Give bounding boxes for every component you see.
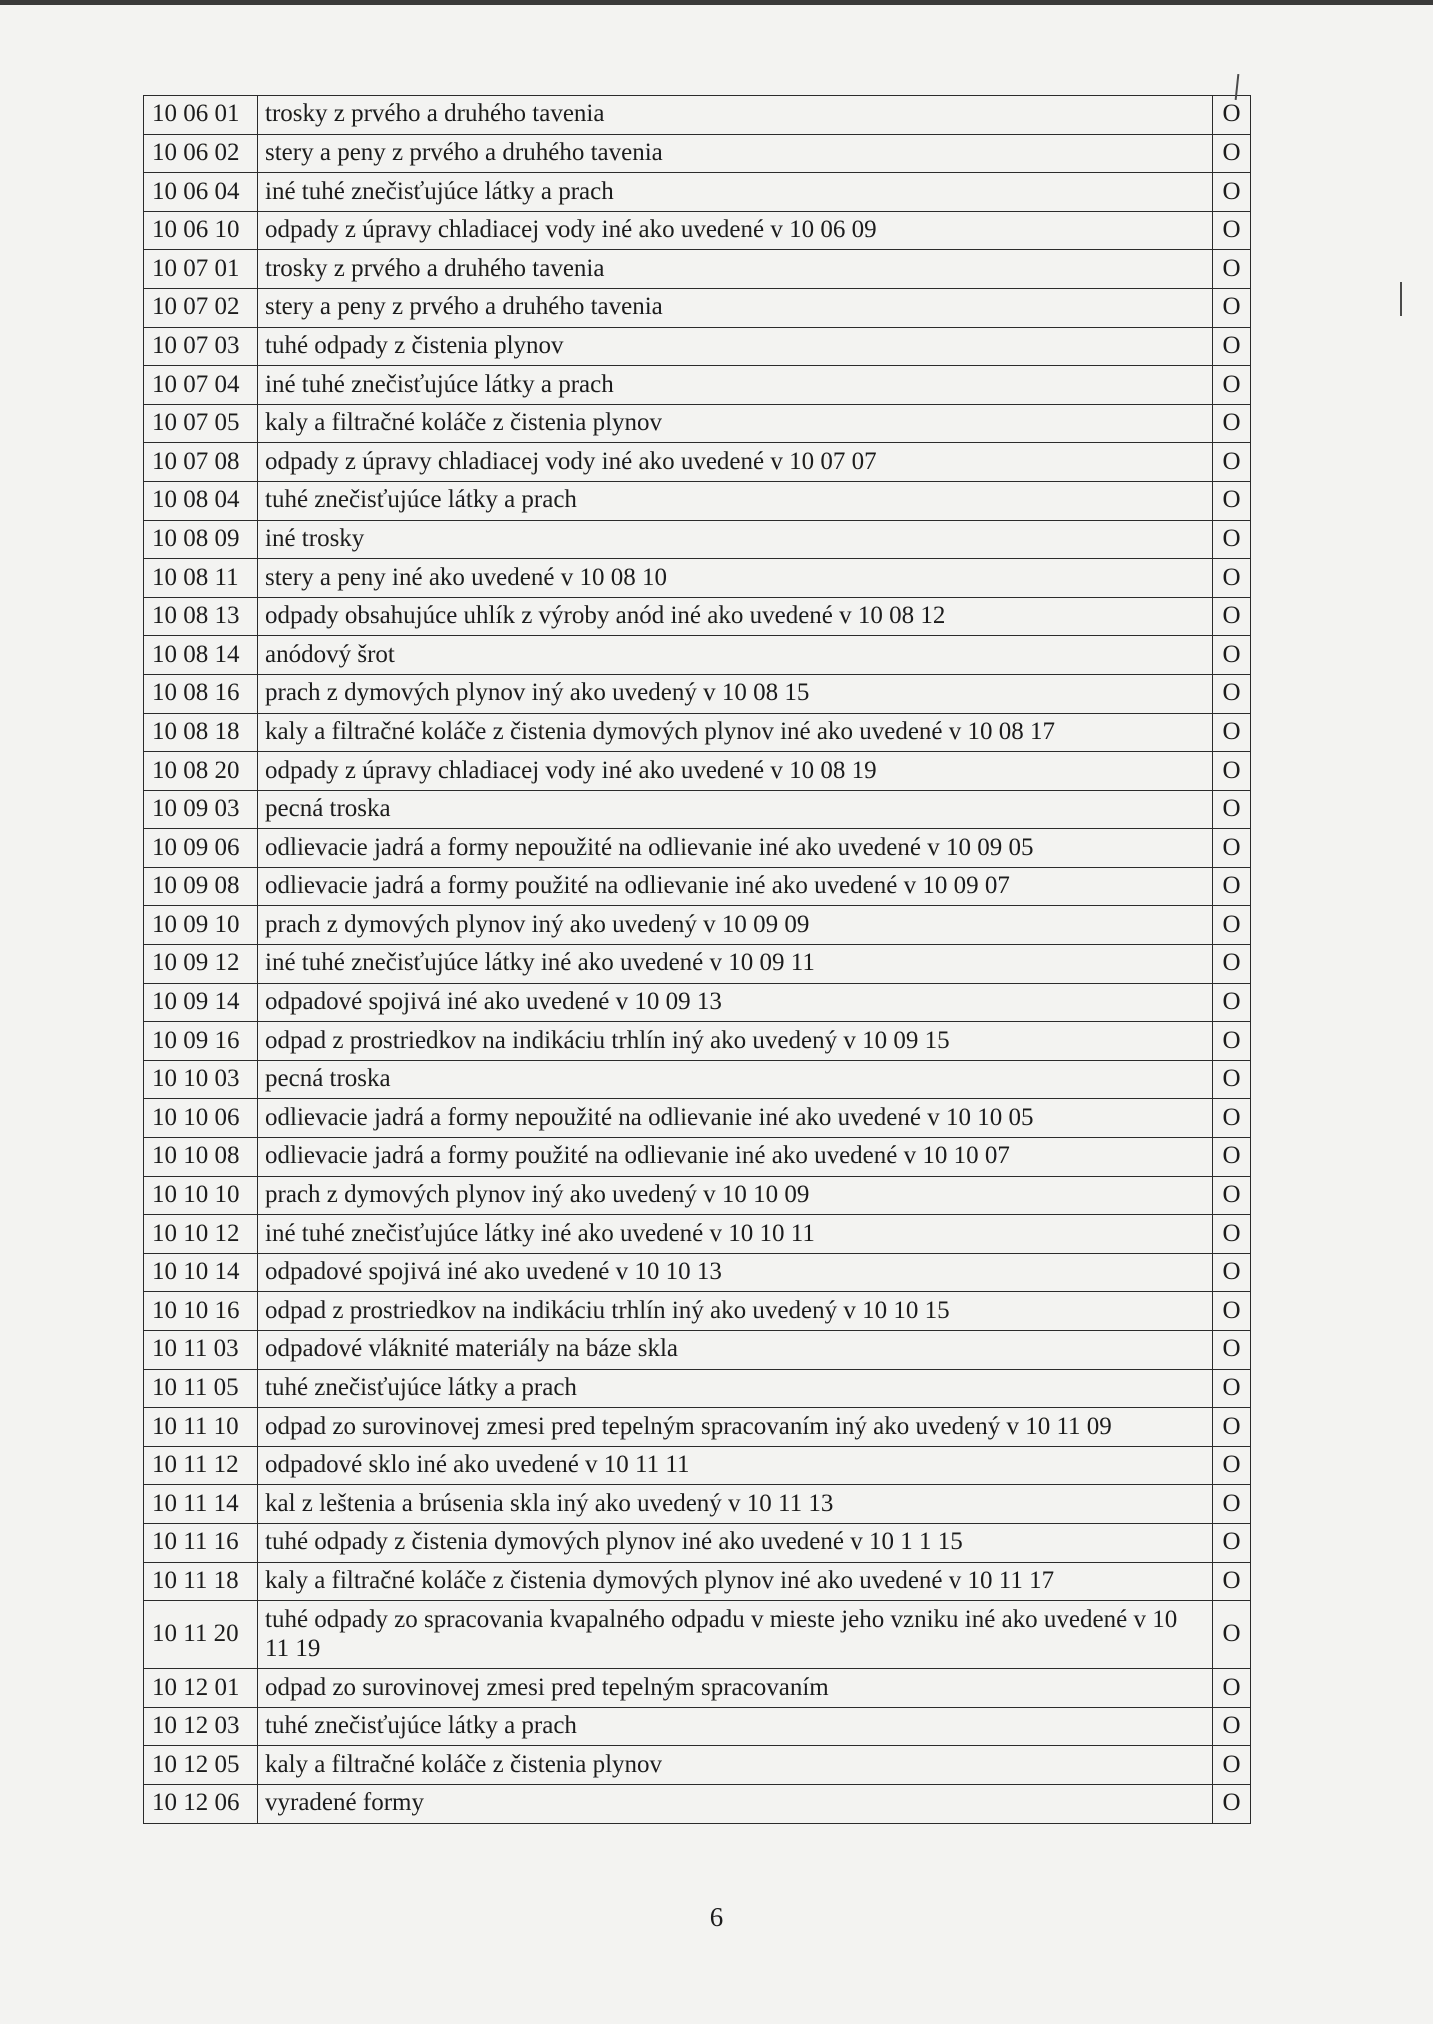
table-row — [144, 1331, 1251, 1370]
table-row — [144, 1601, 1251, 1669]
waste-code-cell: 10 07 02 — [144, 288, 258, 327]
waste-description-cell: stery a peny z prvého a druhého tavenia — [258, 288, 1213, 327]
waste-category-cell: O — [1213, 1562, 1251, 1601]
waste-code-cell: 10 09 03 — [144, 790, 258, 829]
table-row — [144, 1060, 1251, 1099]
waste-category-cell: O — [1213, 674, 1251, 713]
waste-code-cell: 10 08 18 — [144, 713, 258, 752]
table-row — [144, 1784, 1251, 1823]
waste-description-cell: odlievacie jadrá a formy použité na odlievanie iné ako uvedené v 10 09 07 — [258, 867, 1213, 906]
waste-description-cell: tuhé znečisťujúce látky a prach — [258, 1707, 1213, 1746]
waste-description-cell: odlievacie jadrá a formy nepoužité na odlievanie iné ako uvedené v 10 10 05 — [258, 1099, 1213, 1138]
table-row — [144, 1176, 1251, 1215]
waste-code-cell: 10 10 08 — [144, 1138, 258, 1177]
waste-category-cell: O — [1213, 1601, 1251, 1669]
waste-code-cell: 10 12 03 — [144, 1707, 258, 1746]
table-row — [144, 1485, 1251, 1524]
waste-category-cell: O — [1213, 597, 1251, 636]
waste-category-cell: O — [1213, 327, 1251, 366]
table-row — [144, 327, 1251, 366]
waste-description-cell: odpadové sklo iné ako uvedené v 10 11 11 — [258, 1446, 1213, 1485]
waste-description-cell: tuhé odpady zo spracovania kvapalného odpadu v mieste jeho vzniku iné ako uvedené v 10 11 19 — [258, 1601, 1213, 1669]
waste-code-cell: 10 08 20 — [144, 752, 258, 791]
table-row — [144, 1669, 1251, 1708]
waste-code-cell: 10 12 06 — [144, 1784, 258, 1823]
waste-code-cell: 10 08 13 — [144, 597, 258, 636]
waste-code-cell: 10 10 06 — [144, 1099, 258, 1138]
waste-description-cell: kaly a filtračné koláče z čistenia plynov — [258, 1746, 1213, 1785]
table-row — [144, 597, 1251, 636]
waste-description-cell: iné tuhé znečisťujúce látky a prach — [258, 366, 1213, 405]
table-row — [144, 829, 1251, 868]
waste-description-cell: pecná troska — [258, 1060, 1213, 1099]
table-row — [144, 1562, 1251, 1601]
waste-code-cell: 10 09 14 — [144, 983, 258, 1022]
waste-code-cell: 10 11 14 — [144, 1485, 258, 1524]
waste-category-cell: O — [1213, 520, 1251, 559]
waste-category-cell: O — [1213, 1707, 1251, 1746]
table-row — [144, 983, 1251, 1022]
waste-description-cell: odpad z prostriedkov na indikáciu trhlín iný ako uvedený v 10 09 15 — [258, 1022, 1213, 1061]
table-row — [144, 481, 1251, 520]
waste-category-cell: O — [1213, 211, 1251, 250]
waste-description-cell: iné tuhé znečisťujúce látky a prach — [258, 173, 1213, 212]
waste-description-cell: odpady z úpravy chladiacej vody iné ako uvedené v 10 06 09 — [258, 211, 1213, 250]
waste-code-cell: 10 08 04 — [144, 481, 258, 520]
waste-description-cell: prach z dymových plynov iný ako uvedený v 10 10 09 — [258, 1176, 1213, 1215]
waste-code-cell: 10 11 18 — [144, 1562, 258, 1601]
waste-description-cell: tuhé znečisťujúce látky a prach — [258, 1369, 1213, 1408]
waste-category-cell: O — [1213, 1523, 1251, 1562]
waste-category-cell: O — [1213, 173, 1251, 212]
waste-category-cell: O — [1213, 134, 1251, 173]
table-row — [144, 1253, 1251, 1292]
waste-description-cell: odpad zo surovinovej zmesi pred tepelným spracovaním iný ako uvedený v 10 11 09 — [258, 1408, 1213, 1447]
table-row — [144, 1099, 1251, 1138]
table-row — [144, 906, 1251, 945]
table-row — [144, 713, 1251, 752]
waste-catalogue-table-container — [143, 95, 1250, 1824]
waste-category-cell: O — [1213, 559, 1251, 598]
table-row — [144, 96, 1251, 135]
waste-description-cell: odpadové spojivá iné ako uvedené v 10 10 13 — [258, 1253, 1213, 1292]
waste-description-cell: trosky z prvého a druhého tavenia — [258, 96, 1213, 135]
table-row — [144, 790, 1251, 829]
waste-description-cell: odpady z úpravy chladiacej vody iné ako uvedené v 10 07 07 — [258, 443, 1213, 482]
table-row — [144, 366, 1251, 405]
waste-category-cell: O — [1213, 983, 1251, 1022]
waste-code-cell: 10 09 10 — [144, 906, 258, 945]
page-number: 6 — [709, 1902, 724, 1932]
waste-code-cell: 10 10 03 — [144, 1060, 258, 1099]
waste-category-cell: O — [1213, 96, 1251, 135]
waste-description-cell: prach z dymových plynov iný ako uvedený v 10 08 15 — [258, 674, 1213, 713]
waste-category-cell: O — [1213, 1369, 1251, 1408]
table-row — [144, 559, 1251, 598]
waste-category-cell: O — [1213, 867, 1251, 906]
waste-code-cell: 10 11 10 — [144, 1408, 258, 1447]
table-row — [144, 520, 1251, 559]
waste-code-cell: 10 10 10 — [144, 1176, 258, 1215]
waste-category-cell: O — [1213, 1784, 1251, 1823]
table-row — [144, 752, 1251, 791]
waste-category-cell: O — [1213, 1669, 1251, 1708]
table-row — [144, 1138, 1251, 1177]
waste-code-cell: 10 06 01 — [144, 96, 258, 135]
waste-category-cell: O — [1213, 945, 1251, 984]
waste-code-cell: 10 06 10 — [144, 211, 258, 250]
waste-code-cell: 10 08 14 — [144, 636, 258, 675]
waste-description-cell: prach z dymových plynov iný ako uvedený v 10 09 09 — [258, 906, 1213, 945]
waste-category-cell: O — [1213, 1138, 1251, 1177]
waste-description-cell: trosky z prvého a druhého tavenia — [258, 250, 1213, 289]
waste-code-cell: 10 07 04 — [144, 366, 258, 405]
waste-code-cell: 10 12 05 — [144, 1746, 258, 1785]
waste-description-cell: tuhé znečisťujúce látky a prach — [258, 481, 1213, 520]
table-row — [144, 1022, 1251, 1061]
table-row — [144, 945, 1251, 984]
waste-code-cell: 10 09 12 — [144, 945, 258, 984]
waste-category-cell: O — [1213, 366, 1251, 405]
table-row — [144, 288, 1251, 327]
waste-category-cell: O — [1213, 790, 1251, 829]
waste-description-cell: kaly a filtračné koláče z čistenia dymových plynov iné ako uvedené v 10 11 17 — [258, 1562, 1213, 1601]
waste-category-cell: O — [1213, 404, 1251, 443]
waste-code-cell: 10 11 20 — [144, 1601, 258, 1669]
waste-description-cell: kal z leštenia a brúsenia skla iný ako uvedený v 10 11 13 — [258, 1485, 1213, 1524]
waste-description-cell: iné tuhé znečisťujúce látky iné ako uvedené v 10 10 11 — [258, 1215, 1213, 1254]
table-row — [144, 134, 1251, 173]
table-row — [144, 1292, 1251, 1331]
waste-category-cell: O — [1213, 288, 1251, 327]
waste-category-cell: O — [1213, 1331, 1251, 1370]
table-row — [144, 1523, 1251, 1562]
waste-category-cell: O — [1213, 713, 1251, 752]
table-row — [144, 1707, 1251, 1746]
waste-category-cell: O — [1213, 1485, 1251, 1524]
table-row — [144, 1446, 1251, 1485]
waste-code-cell: 10 09 08 — [144, 867, 258, 906]
waste-description-cell: vyradené formy — [258, 1784, 1213, 1823]
waste-category-cell: O — [1213, 443, 1251, 482]
waste-catalogue-table — [143, 95, 1251, 1824]
waste-code-cell: 10 10 12 — [144, 1215, 258, 1254]
waste-code-cell: 10 06 02 — [144, 134, 258, 173]
waste-code-cell: 10 11 03 — [144, 1331, 258, 1370]
waste-catalogue-rows — [144, 96, 1251, 1824]
table-row — [144, 867, 1251, 906]
waste-code-cell: 10 11 05 — [144, 1369, 258, 1408]
table-row — [144, 674, 1251, 713]
waste-category-cell: O — [1213, 1060, 1251, 1099]
waste-category-cell: O — [1213, 1408, 1251, 1447]
waste-description-cell: kaly a filtračné koláče z čistenia plynov — [258, 404, 1213, 443]
waste-category-cell: O — [1213, 636, 1251, 675]
waste-description-cell: odpady z úpravy chladiacej vody iné ako uvedené v 10 08 19 — [258, 752, 1213, 791]
waste-category-cell: O — [1213, 906, 1251, 945]
waste-description-cell: stery a peny z prvého a druhého tavenia — [258, 134, 1213, 173]
waste-code-cell: 10 07 05 — [144, 404, 258, 443]
waste-code-cell: 10 06 04 — [144, 173, 258, 212]
waste-description-cell: kaly a filtračné koláče z čistenia dymových plynov iné ako uvedené v 10 08 17 — [258, 713, 1213, 752]
waste-category-cell: O — [1213, 1746, 1251, 1785]
table-row — [144, 1408, 1251, 1447]
waste-category-cell: O — [1213, 250, 1251, 289]
scan-mark-right — [1400, 282, 1402, 316]
waste-description-cell: iné tuhé znečisťujúce látky iné ako uvedené v 10 09 11 — [258, 945, 1213, 984]
waste-code-cell: 10 08 11 — [144, 559, 258, 598]
table-row — [144, 443, 1251, 482]
waste-code-cell: 10 11 16 — [144, 1523, 258, 1562]
waste-category-cell: O — [1213, 1446, 1251, 1485]
waste-description-cell: odpad z prostriedkov na indikáciu trhlín iný ako uvedený v 10 10 15 — [258, 1292, 1213, 1331]
table-row — [144, 1215, 1251, 1254]
waste-description-cell: odlievacie jadrá a formy nepoužité na odlievanie iné ako uvedené v 10 09 05 — [258, 829, 1213, 868]
table-row — [144, 173, 1251, 212]
waste-description-cell: odpadové vláknité materiály na báze skla — [258, 1331, 1213, 1370]
table-row — [144, 211, 1251, 250]
waste-category-cell: O — [1213, 829, 1251, 868]
waste-code-cell: 10 10 16 — [144, 1292, 258, 1331]
waste-category-cell: O — [1213, 752, 1251, 791]
waste-code-cell: 10 10 14 — [144, 1253, 258, 1292]
waste-description-cell: iné trosky — [258, 520, 1213, 559]
waste-description-cell: pecná troska — [258, 790, 1213, 829]
waste-category-cell: O — [1213, 1099, 1251, 1138]
table-row — [144, 404, 1251, 443]
waste-description-cell: tuhé odpady z čistenia dymových plynov iné ako uvedené v 10 1 1 15 — [258, 1523, 1213, 1562]
waste-code-cell: 10 12 01 — [144, 1669, 258, 1708]
table-row — [144, 1746, 1251, 1785]
table-row — [144, 636, 1251, 675]
waste-description-cell: odpady obsahujúce uhlík z výroby anód iné ako uvedené v 10 08 12 — [258, 597, 1213, 636]
waste-code-cell: 10 09 16 — [144, 1022, 258, 1061]
waste-category-cell: O — [1213, 1215, 1251, 1254]
waste-description-cell: stery a peny iné ako uvedené v 10 08 10 — [258, 559, 1213, 598]
waste-category-cell: O — [1213, 481, 1251, 520]
waste-code-cell: 10 07 08 — [144, 443, 258, 482]
waste-description-cell: anódový šrot — [258, 636, 1213, 675]
waste-code-cell: 10 07 03 — [144, 327, 258, 366]
waste-code-cell: 10 07 01 — [144, 250, 258, 289]
waste-description-cell: tuhé odpady z čistenia plynov — [258, 327, 1213, 366]
waste-category-cell: O — [1213, 1253, 1251, 1292]
waste-code-cell: 10 11 12 — [144, 1446, 258, 1485]
table-row — [144, 1369, 1251, 1408]
waste-description-cell: odlievacie jadrá a formy použité na odlievanie iné ako uvedené v 10 10 07 — [258, 1138, 1213, 1177]
waste-code-cell: 10 09 06 — [144, 829, 258, 868]
scan-top-edge — [0, 0, 1433, 5]
waste-category-cell: O — [1213, 1022, 1251, 1061]
waste-description-cell: odpad zo surovinovej zmesi pred tepelným spracovaním — [258, 1669, 1213, 1708]
table-row — [144, 250, 1251, 289]
waste-code-cell: 10 08 16 — [144, 674, 258, 713]
waste-category-cell: O — [1213, 1292, 1251, 1331]
waste-code-cell: 10 08 09 — [144, 520, 258, 559]
waste-description-cell: odpadové spojivá iné ako uvedené v 10 09 13 — [258, 983, 1213, 1022]
waste-category-cell: O — [1213, 1176, 1251, 1215]
